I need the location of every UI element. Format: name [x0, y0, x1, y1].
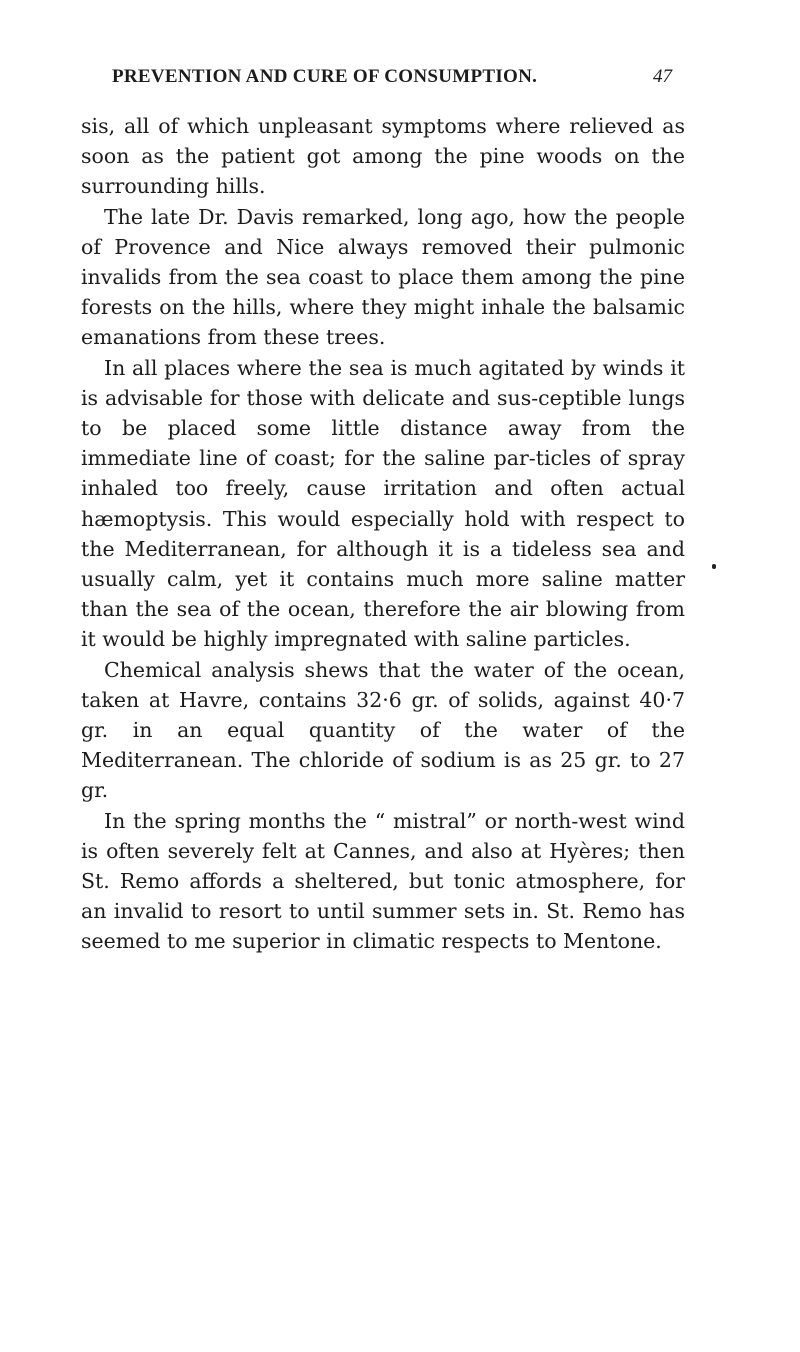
body-text	[81, 111, 685, 957]
paragraph: Chemical analysis shews that the water of the ocean, taken at Havre, contains 32·6 gr. of solids, against 40·7 gr. in an equal quantity of the water of the Mediterranean. The chloride of sodium is as 25 gr. to 27 gr.	[81, 657, 685, 803]
margin-mark	[712, 564, 716, 569]
paragraph-continuation: sis, all of which unpleasant symptoms where relieved as soon as the patient got among the pine woods on the surrounding hills.	[81, 114, 685, 199]
paragraph: In all places where the sea is much agitated by winds it is advisable for those with delicate and sus-ceptible lungs to be placed some little distance away from the immediate line of coast; for the saline par-ticles of spray inhaled too freely, cause irritation and often actual hæmoptysis. This would especially hold with respect to the Mediterranean, for although it is a tideless sea and usually calm, yet it contains much more saline matter than the sea of the ocean, therefore the air blowing from it would be highly impregnated with saline particles.	[81, 355, 685, 652]
paragraph: In the spring months the “ mistral” or north-west wind is often severely felt at Cannes, and also at Hyères; then St. Remo affords a sheltered, but tonic atmosphere, for an invalid to resort to until summer sets in. St. Remo has seemed to me superior in climatic respects to Mentone.	[81, 808, 685, 954]
running-head-title: PREVENTION AND CURE OF CONSUMPTION.	[112, 66, 538, 87]
paragraph: The late Dr. Davis remarked, long ago, how the people of Provence and Nice always removed their pulmonic invalids from the sea coast to place them among the pine forests on the hills, where they might inhale the balsamic emanations from these trees.	[81, 204, 685, 350]
page-number: 47	[653, 66, 672, 87]
running-head	[112, 66, 672, 96]
